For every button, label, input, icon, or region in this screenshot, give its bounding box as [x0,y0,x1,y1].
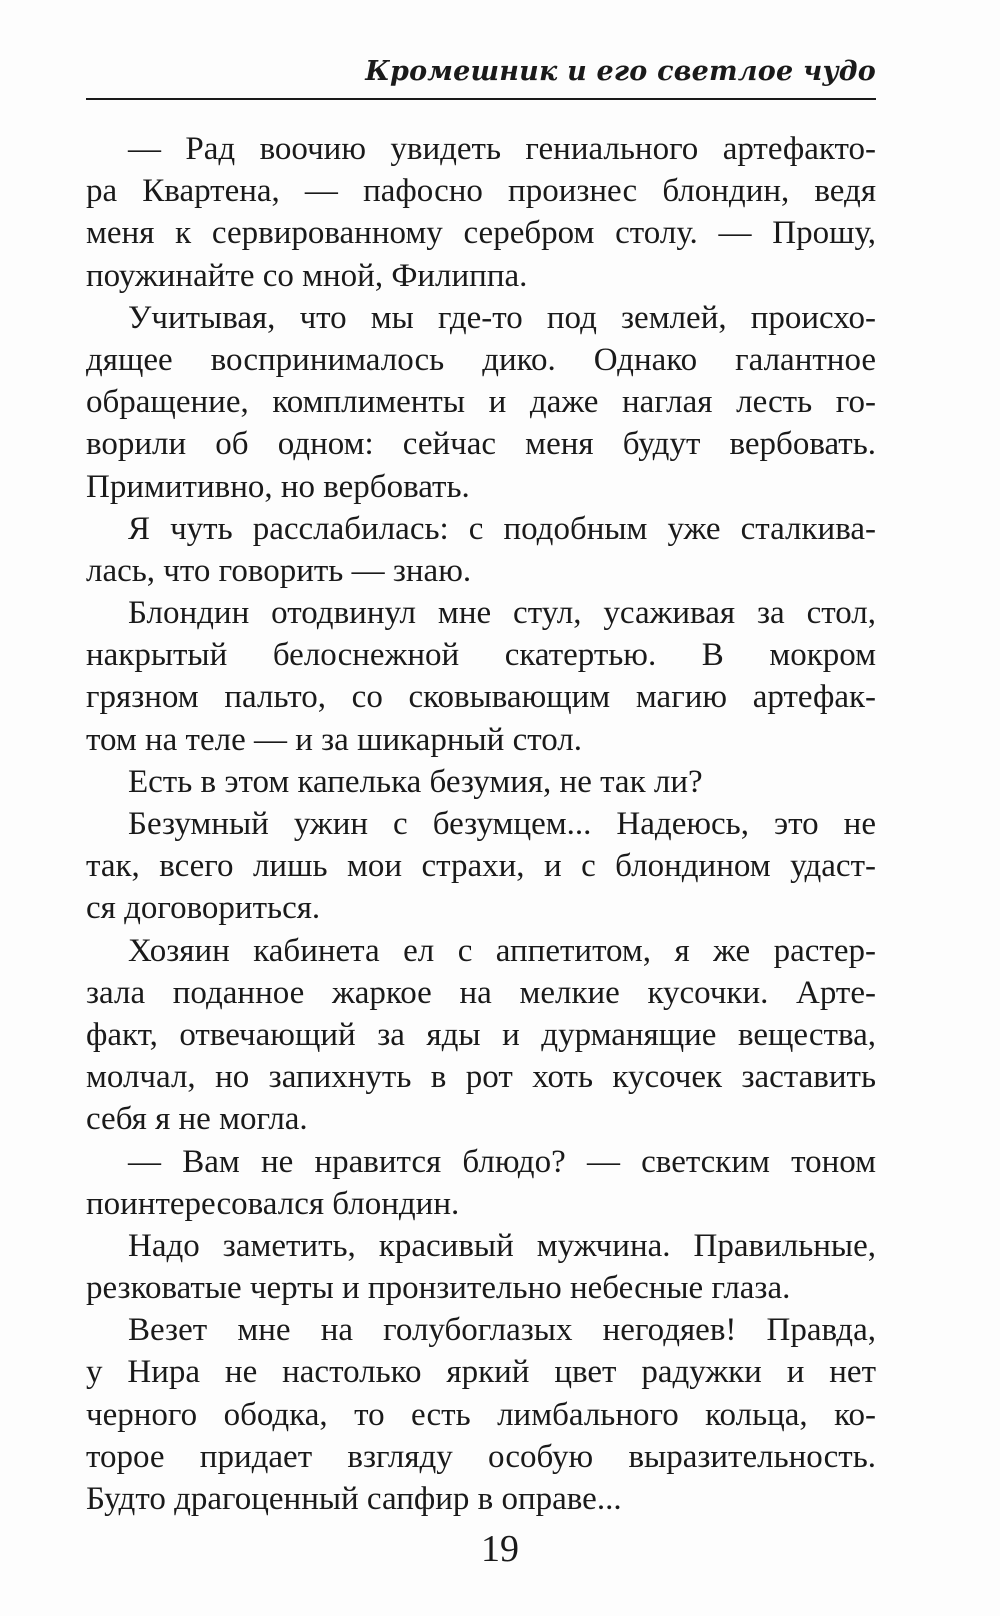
text-line: Учитывая, что мы где-то под землей, происхо- [128,299,876,336]
text-line: Примитивно, но вербовать. [86,468,470,505]
text-line: Есть в этом капелька безумия, не так ли? [128,763,703,800]
text-line: обращение, комплименты и даже наглая лесть го- [86,384,876,421]
text-line: ворили об одном: сейчас меня будут вербовать. [86,426,876,463]
text-line: ра Квартена, — пафосно произнес блондин, ведя [86,173,876,210]
text-line: Надо заметить, красивый мужчина. Правильные, [128,1227,876,1264]
text-line: у Нира не настолько яркий цвет радужки и нет [86,1354,876,1391]
text-line: черного ободка, то есть лимбального кольца, ко- [86,1396,876,1433]
body-text [86,128,876,1520]
text-line: — Вам не нравится блюдо? — светским тоном [128,1143,876,1180]
text-line: дящее воспринималось дико. Однако галантное [86,341,876,378]
text-line: лась, что говорить — знаю. [86,552,472,589]
text-line: Я чуть расслабилась: с подобным уже сталкива- [128,510,876,547]
page-number: 19 [481,1528,519,1570]
text-line: грязном пальто, со сковывающим магию артефак- [86,679,876,716]
text-line: резковатые черты и пронзительно небесные глаза. [86,1270,791,1307]
text-line: ся договориться. [86,890,321,927]
text-line: торое придает взгляду особую выразительность. [86,1438,876,1475]
text-line: зала поданное жаркое на мелкие кусочки. Арте- [86,974,876,1011]
text-line: поужинайте со мной, Филиппа. [86,257,528,294]
text-line: факт, отвечающий за яды и дурманящие вещества, [86,1016,876,1053]
text-line: меня к сервированному серебром столу. — Прошу, [86,215,876,252]
text-line: накрытый белоснежной скатертью. В мокром [86,637,876,674]
text-line: Будто драгоценный сапфир в оправе... [86,1481,622,1517]
text-line: поинтересовался блондин. [86,1185,460,1222]
text-line: Блондин отодвинул мне стул, усаживая за стол, [128,595,876,632]
text-line: Безумный ужин с безумцем... Надеюсь, это не [128,806,876,842]
text-line: — Рад воочию увидеть гениального артефакто- [128,131,876,167]
text-line: так, всего лишь мои страхи, и с блондином удаст- [86,848,876,885]
text-line: Везет мне на голубоглазых негодяев! Правда, [128,1312,876,1349]
text-line: молчал, но запихнуть в рот хоть кусочек заставить [86,1059,876,1096]
header-rule [86,98,876,100]
text-line: себя я не могла. [86,1101,308,1138]
text-line: том на теле — и за шикарный стол. [86,721,582,758]
text-line: Хозяин кабинета ел с аппетитом, я же растер- [128,932,876,969]
running-head-title: Кромешник и его светлое чудо [365,56,876,87]
